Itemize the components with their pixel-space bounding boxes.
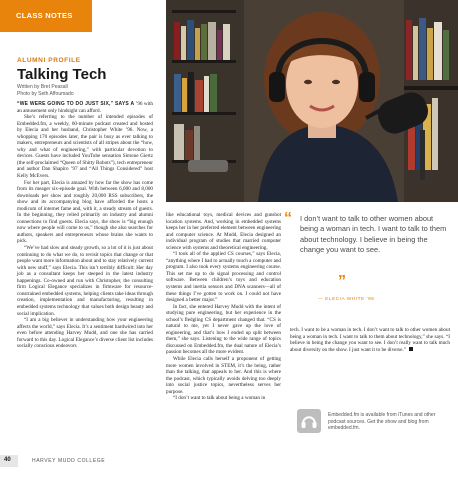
paragraph: “I don’t want to talk about being a woman in — [173, 395, 266, 402]
paragraph: She’s referring to the number of intended episodes of Embedded.fm, a weekly, 60-minute podcast created and hosted by Elecia and her husband, Christopher White ’96. Now, a whopping 170 episodes later, the pair is busy as ever talking to makers, entrepreneurs and scientists of all stripes about the “how, why and what of engineering,” with particular devotion to devices. Guests have included YouTube sensation Simone Giertz (the self-proclaimed “Queen of Shitty Robots”), tech entrepreneur and author Dan Shapiro ’97 and “All Things Considered” host Kelly McEvers. — [17, 114, 153, 180]
end-mark-icon — [409, 347, 413, 351]
hero-photo — [166, 0, 458, 202]
article-kicker: ALUMNI PROFILE — [17, 57, 81, 64]
paragraph: “I am a big believer in understanding how your engineering affects the world,” says Elecia. It’s a sentiment hardwired into her even before attending Harvey Mudd, and one she has carried forward to this day. Logical Elegance’s diverse client list includes socially conscious endeavors — [17, 317, 153, 350]
page-number: 40 — [4, 457, 11, 463]
column-2 — [166, 212, 281, 402]
pull-quote-attribution: — ELECIA WHITE ’96 — [318, 297, 375, 302]
open-quote-icon: “ — [284, 210, 292, 227]
close-quote-icon: ” — [338, 273, 346, 290]
publication-name: HARVEY MUDD COLLEGE — [32, 458, 106, 464]
promo-text: Embedded.fm is available from iTunes and other podcast sources. Get the show and blog from embedded.fm. — [328, 412, 436, 431]
podcast-promo — [297, 409, 447, 438]
article-title: Talking Tech — [17, 66, 107, 83]
lead-rest: ’96 with an amusement only hindsight can afford. — [17, 101, 153, 114]
lead-caps: “WE WERE GOING TO DO JUST SIX,” SAYS A — [17, 101, 135, 107]
headphones-icon — [297, 409, 321, 433]
byline-photo: Photo by Seth Affoumado — [17, 90, 74, 97]
podcaster-portrait — [166, 0, 458, 202]
column-3 — [290, 327, 450, 353]
section-tag — [0, 0, 92, 32]
paragraph: While Elecia calls herself a proponent of getting more women involved in STEM, it’s the being, rather than the talking, that appeals to her. And this is where the podcast, which typically avoids delving too deeply into social justice topics, nevertheless serves her purpose. — [166, 356, 281, 395]
paragraph: For her part, Elecia is amazed by how far the show has come from its meager six-episode goal. With between 6,000 and 8,000 downloads per show and roughly 20,000 RSS subscribers, the show and its accompanying blog have afforded the hosts a modicum of internet fame and, with it, a steady stream of guests. In the beginning, they relied primarily on industry and alumni connections to find guests. Elecia says, the show is “big enough now where people will come to us,” though she also searches for authors, speakers and entrepreneurs whose brains she wants to pick. — [17, 179, 153, 245]
page-number-box — [0, 455, 18, 467]
section-tag-label: CLASS NOTES — [16, 11, 73, 20]
column-1 — [17, 101, 153, 350]
paragraph: “I took all of the applied CS courses,” says Elecia, “anything where I had to actually touch a computer and program. I also took every systems engineering course. This set me up to do signal processing and control software. Between children’s toys and education systems and inertia sensors and DNA scanners—all of these things I’ve gotten to work on. I could not have designed a better major.” — [166, 251, 281, 304]
pull-quote-text: I don’t want to talk to other women about being a woman in tech. I want to talk to them about technology. I believe in being the change you want to see. — [300, 214, 447, 254]
closing-paragraph: tech. I want to be a woman in tech. I don’t want to talk to other women about being a woman in tech. I want to talk to them about technology,” she says. “I believe in being the change you want to see. I don’t really want to talk much about diversity on the show. I just want it to be diverse.” — [290, 327, 450, 353]
paragraph: “We’ve had slow and steady growth, so a lot of it is just about continuing to do what we do, to revisit topics that change or that people want more information about and to stay relatively current with new stuff,” says Elecia. This isn’t terribly difficult: Her day job as a consultant keeps her steeped in the latest industry happenings. Co-owned and run with Christopher, the consulting firm Logical Elegance specializes in firmware for resource-constrained embedded systems, helping clients take ideas through creation, implementation and manufacturing, resulting in embedded systems technology that values both design beauty and social implication. — [17, 245, 153, 317]
lead-paragraph — [17, 101, 153, 114]
paragraph: In fact, she entered Harvey Mudd with the intent of studying pure engineering, but her experience in the school’s fledgling CS department changed that. “CS is natural to me, yet I never gave up the love of engineering, and that’s how I ended up split between them,” she says. Listening to the wide range of topics discussed on Embedded.fm, the dual nature of Elecia’s passion becomes all the more evident. — [166, 303, 281, 356]
paragraph: like educational toys, medical devices and gunshot location systems. And, working in embedded systems keeps her in her preferred element between engineering and computer science. At Mudd, Elecia designed an individual program of studies that married computer science with systems and theoretical engineering. — [166, 212, 281, 251]
byline-writer: Written by Bret Peasall — [17, 84, 68, 90]
